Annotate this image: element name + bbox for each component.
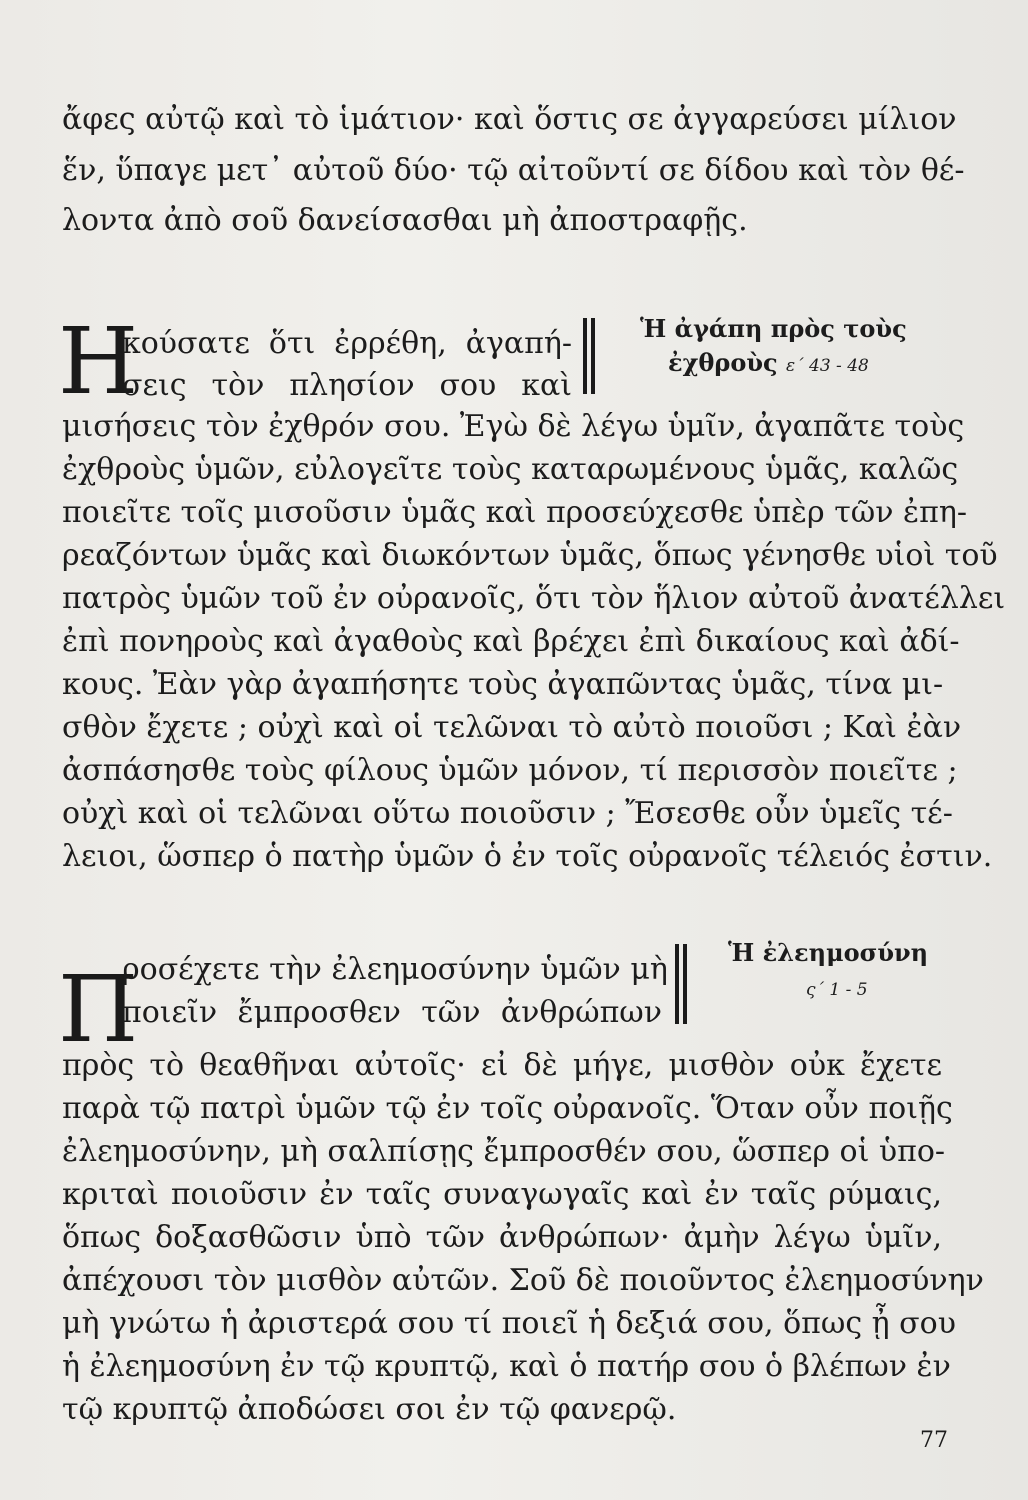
text-line: ροσέχετε τὴν ἐλεημοσύνην ὑμῶν μὴ: [122, 952, 668, 987]
page-number: 77: [920, 1428, 948, 1453]
drop-cap: Π: [58, 956, 139, 1063]
section-heading: Ἡ ἐλεημοσύνη: [728, 938, 929, 967]
text-line: λοντα ἀπὸ σοῦ δανείσασθαι μὴ ἀποστραφῇς.: [62, 203, 748, 238]
text-line: τῷ κρυπτῷ ἀποδώσει σοι ἐν τῷ φανερῷ.: [62, 1392, 677, 1427]
text-line: ἀπέχουσι τὸν μισθὸν αὐτῶν. Σοῦ δὲ ποιοῦντος ἐλεημοσύνην: [62, 1263, 984, 1298]
heading-divider: [591, 318, 595, 394]
text-line: ἐλεημοσύνην, μὴ σαλπίσῃς ἔμπροσθέν σου, ὥσπερ οἱ ὑπο-: [62, 1134, 946, 1169]
text-line: ἕν, ὕπαγε μετ᾽ αὐτοῦ δύο· τῷ αἰτοῦντί σε δίδου καὶ τὸν θέ-: [62, 153, 965, 188]
section-heading-word: ἐχθροὺς: [668, 348, 778, 377]
text-line: λειοι, ὥσπερ ὁ πατὴρ ὑμῶν ὁ ἐν τοῖς οὐρανοῖς τέλειός ἐστιν.: [62, 839, 993, 874]
text-line: κους. Ἐὰν γὰρ ἀγαπήσητε τοὺς ἀγαπῶντας ὑμᾶς, τίνα μι-: [62, 667, 944, 702]
text-line: ἐχθροὺς ὑμῶν, εὐλογεῖτε τοὺς καταρωμένους ὑμᾶς, καλῶς: [62, 452, 959, 487]
text-line: ποιεῖτε τοῖς μισοῦσιν ὑμᾶς καὶ προσεύχεσθε ὑπὲρ τῶν ἐπη-: [62, 495, 967, 530]
text-line: ρεαζόντων ὑμᾶς καὶ διωκόντων ὑμᾶς, ὅπως γένησθε υἱοὶ τοῦ: [62, 538, 998, 573]
text-line: ἐπὶ πονηροὺς καὶ ἀγαθοὺς καὶ βρέχει ἐπὶ δικαίους καὶ ἀδί-: [62, 624, 960, 659]
text-line: πρὸς τὸ θεαθῆναι αὐτοῖς· εἰ δὲ μήγε, μισθὸν οὐκ ἔχετε: [62, 1048, 942, 1083]
drop-cap: Η: [58, 308, 139, 415]
text-line: ποιεῖν ἔμπροσθεν τῶν ἀνθρώπων: [122, 995, 662, 1030]
heading-divider: [675, 944, 679, 1024]
heading-divider: [683, 944, 687, 1024]
text-line: μισήσεις τὸν ἐχθρόν σου. Ἐγὼ δὲ λέγω ὑμῖν, ἀγαπᾶτε τοὺς: [62, 409, 965, 444]
text-line: οὐχὶ καὶ οἱ τελῶναι οὕτω ποιοῦσιν ; Ἔσεσθε οὖν ὑμεῖς τέ-: [62, 796, 953, 831]
text-line: σθὸν ἔχετε ; οὐχὶ καὶ οἱ τελῶναι τὸ αὐτὸ ποιοῦσι ; Καὶ ἐὰν: [62, 710, 962, 745]
section-heading: Ἡ ἀγάπη πρὸς τοὺς: [640, 314, 907, 343]
verse-reference: ε΄ 43 - 48: [785, 356, 869, 376]
section-heading-line2: [668, 348, 869, 381]
text-line: κούσατε ὅτι ἐρρέθη, ἀγαπή-: [122, 326, 572, 361]
section-heading-line2: [806, 972, 868, 1005]
heading-divider: [583, 318, 587, 394]
text-line: κριταὶ ποιοῦσιν ἐν ταῖς συναγωγαῖς καὶ ἐν ταῖς ρύμαις,: [62, 1177, 942, 1212]
text-line: ἄφες αὐτῷ καὶ τὸ ἱμάτιον· καὶ ὅστις σε ἀγγαρεύσει μίλιον: [62, 102, 957, 137]
text-line: σεις τὸν πλησίον σου καὶ: [122, 368, 572, 403]
text-line: παρὰ τῷ πατρὶ ὑμῶν τῷ ἐν τοῖς οὐρανοῖς. Ὅταν οὖν ποιῇς: [62, 1091, 953, 1126]
text-line: ἡ ἐλεημοσύνη ἐν τῷ κρυπτῷ, καὶ ὁ πατήρ σου ὁ βλέπων ἐν: [62, 1349, 951, 1384]
text-line: μὴ γνώτω ἡ ἀριστερά σου τί ποιεῖ ἡ δεξιά σου, ὅπως ᾖ σου: [62, 1306, 956, 1341]
text-line: ἀσπάσησθε τοὺς φίλους ὑμῶν μόνον, τί περισσὸν ποιεῖτε ;: [62, 753, 958, 788]
verse-reference: ς΄ 1 - 5: [806, 980, 868, 1000]
text-line: ὅπως δοξασθῶσιν ὑπὸ τῶν ἀνθρώπων· ἀμὴν λέγω ὑμῖν,: [62, 1220, 942, 1255]
text-line: πατρὸς ὑμῶν τοῦ ἐν οὐρανοῖς, ὅτι τὸν ἥλιον αὐτοῦ ἀνατέλλει: [62, 581, 1006, 616]
